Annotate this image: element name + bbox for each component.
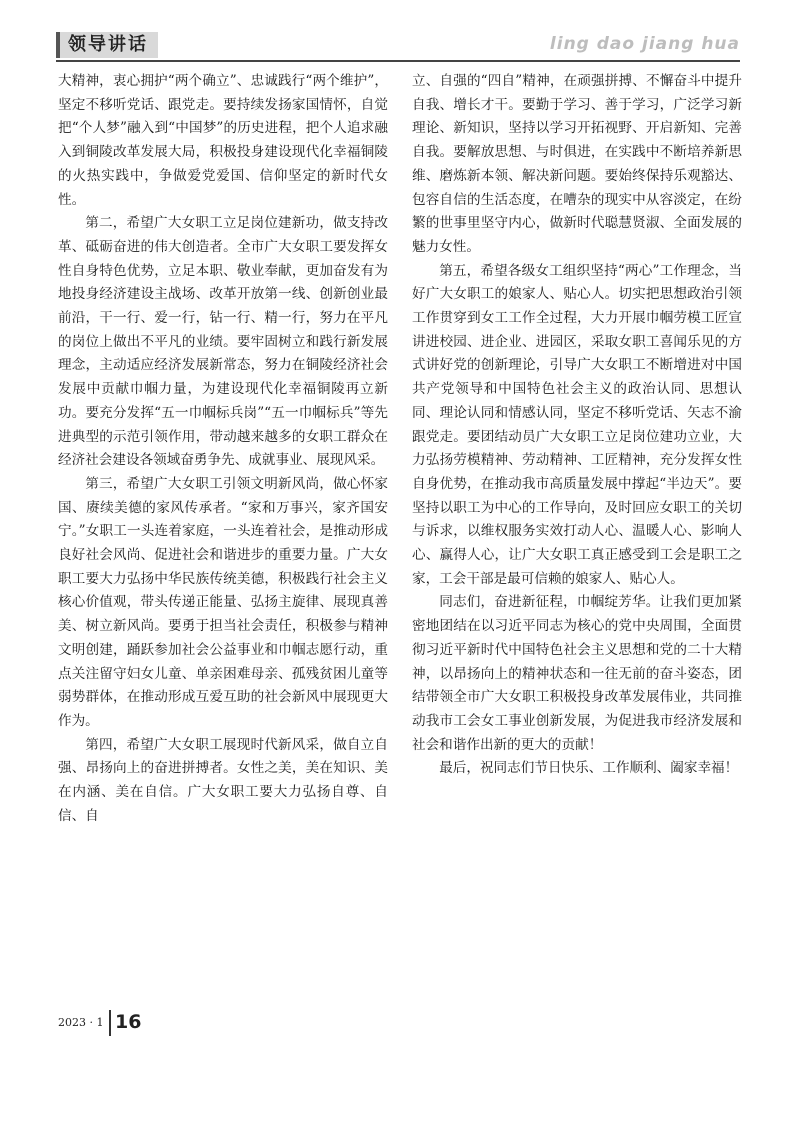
paragraph: 最后，祝同志们节日快乐、工作顺利、阖家幸福！ <box>439 760 739 777</box>
paragraph: 第五，希望各级女工组织坚持“两心”工作理念，当好广大女职工的娘家人、贴心人。切实把思想政治引领工作贯穿到女工工作全过程，大力开展巾帼劳模工匠宣讲进校园、进企业、进园区，采取女职工喜闻乐见的方式讲好党的创新理论，引导广大女职工不断增进对中国共产党领导和中国特色社会主义的政治认同、思想认同、理论认同和情感认同，坚定不移听党话、矢志不渝跟党走。要团结动员广大女职工立足岗位建功立业，大力弘扬劳模精神、劳动精神、工匠精神，充分发挥女性自身优势，在推动我市高质量发展中撑起“半边天”。要坚持以职工为中心的工作导向，及时回应女职工的关切与诉求，以维权服务实效打动人心、温暖人心、影响人心、赢得人心，让广大女职工真正感受到工会是职工之家，工会干部是最可信赖的娘家人、贴心人。 <box>412 262 742 587</box>
page-number: 16 <box>115 1011 142 1033</box>
section-title-box <box>56 32 158 58</box>
paragraph: 第二，希望广大女职工立足岗位建新功，做支持改革、砥砺奋进的伟大创造者。全市广大女职工要发挥女性自身特色优势，立足本职、敬业奉献，更加奋发有为地投身经济建设主战场、改革开放第一线、创新创业最前沿，干一行、爱一行，钻一行、精一行，努力在平凡的岗位上做出不平凡的业绩。要牢固树立和践行新发展理念，主动适应经济发展新常态，努力在铜陵经济社会发展中贡献巾帼力量，为建设现代化幸福铜陵再立新功。要充分发挥“五一巾帼标兵岗”“五一巾帼标兵”等先进典型的示范引领作用，带动越来越多的女职工群众在经济社会建设各领域奋勇争先、成就事业、展现风采。 <box>58 215 388 469</box>
paragraph: 同志们，奋进新征程，巾帼绽芳华。让我们更加紧密地团结在以习近平同志为核心的党中央周围，全面贯彻习近平新时代中国特色社会主义思想和党的二十大精神，以昂扬向上的精神状态和一往无前的奋斗姿态，团结带领全市广大女职工积极投身改革发展伟业，共同推动我市工会女工事业创新发展，为促进我市经济发展和社会和谐作出新的更大的贡献！ <box>412 594 742 753</box>
paragraph: 第三，希望广大女职工引领文明新风尚，做心怀家国、赓续美德的家风传承者。“家和万事兴，家齐国安宁。”女职工一头连着家庭，一头连着社会，是推动形成良好社会风尚、促进社会和谐进步的重要力量。广大女职工要大力弘扬中华民族传统美德，积极践行社会主义核心价值观，带头传递正能量、弘扬主旋律、展现真善美、树立新风尚。要勇于担当社会责任，积极参与精神文明创建，踊跃参加社会公益事业和巾帼志愿行动，重点关注留守妇女儿童、单亲困难母亲、孤残贫困儿童等弱势群体，在推动形成互爱互助的社会新风中展现更大作为。 <box>58 475 388 729</box>
page-header <box>56 32 740 64</box>
footer-divider <box>109 1010 111 1036</box>
paragraph: 第四，希望广大女职工展现时代新风采，做自立自强、昂扬向上的奋进拼搏者。女性之美，美在知识、美在内涵、美在自信。广大女职工要大力弘扬自尊、自信、自 <box>58 736 388 824</box>
paragraph: 大精神，衷心拥护“两个确立”、忠诚践行“两个维护”，坚定不移听党话、跟党走。要持续发扬家国情怀，自觉把“个人梦”融入到“中国梦”的历史进程，把个人追求融入到铜陵改革发展大局，积极投身建设现代化幸福铜陵的火热实践中，争做爱党爱国、信仰坚定的新时代女性。 <box>58 73 388 208</box>
issue-label: 2023 · 1 <box>58 1016 104 1029</box>
section-pinyin: ling dao jiang hua <box>549 34 740 54</box>
left-column <box>58 70 388 829</box>
right-column <box>412 70 742 781</box>
section-title: 领导讲话 <box>68 34 148 55</box>
header-rule <box>56 60 740 62</box>
paragraph: 立、自强的“四自”精神，在顽强拼搏、不懈奋斗中提升自我、增长才干。要勤于学习、善于学习，广泛学习新理论、新知识，坚持以学习开拓视野、开启新知、完善自我。要解放思想、与时俱进，在实践中不断培养新思维、磨炼新本领、解决新问题。要始终保持乐观豁达、包容自信的生活态度，在嘈杂的现实中从容淡定，在纷繁的世事里坚守内心，做新时代聪慧贤淑、全面发展的魅力女性。 <box>412 73 742 255</box>
